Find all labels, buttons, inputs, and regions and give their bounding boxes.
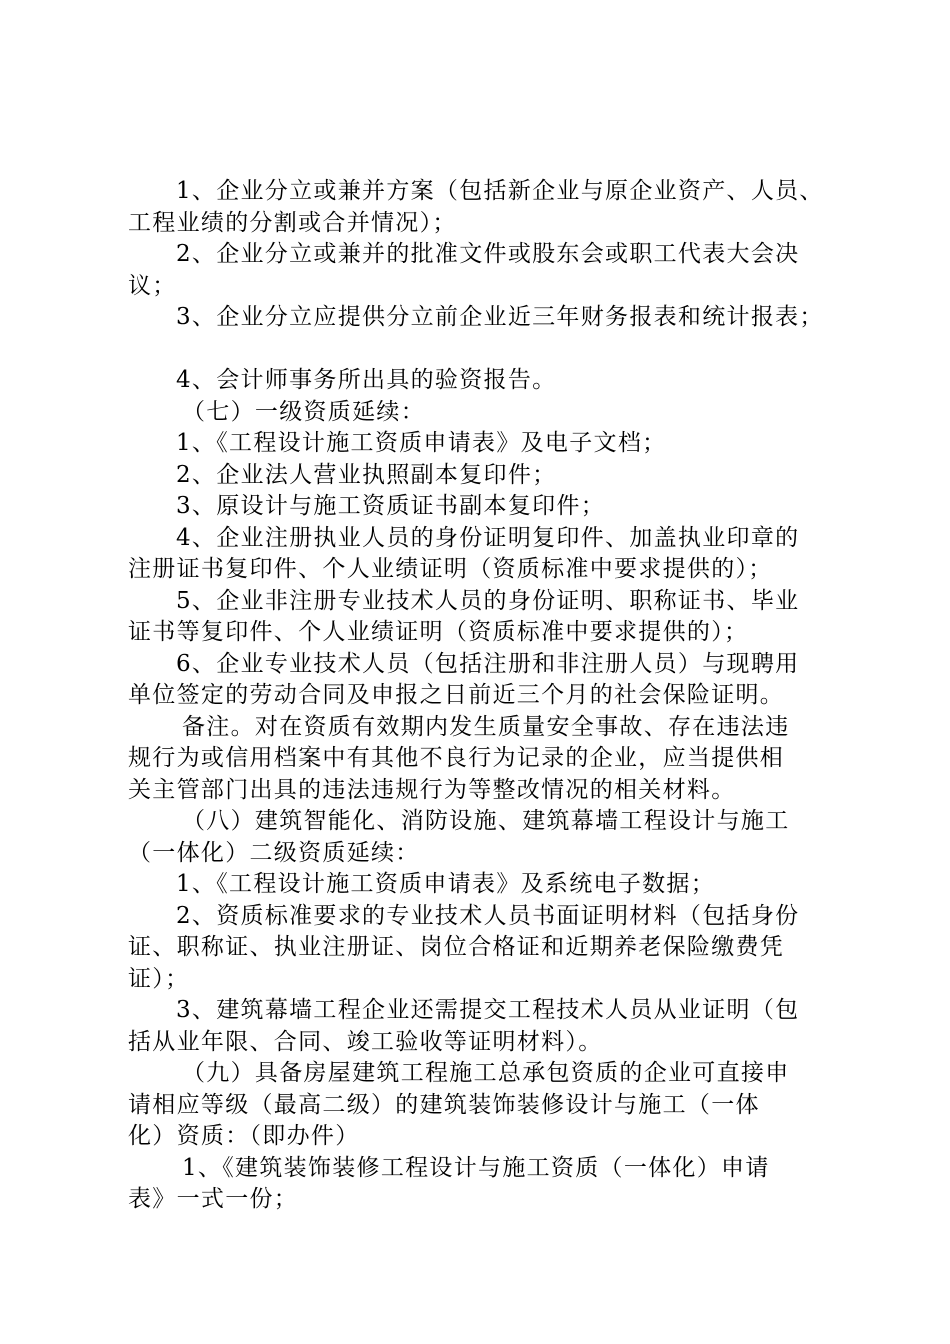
section-heading: 化）资质：（即办件）	[128, 1123, 360, 1149]
text-line: 3、原设计与施工资质证书副本复印件；	[176, 493, 606, 519]
text-line: 证）；	[128, 965, 190, 992]
blank-line	[128, 334, 850, 366]
text-line: 括从业年限、合同、竣工验收等证明材料）。	[128, 1028, 603, 1055]
section-heading: （七）一级资质延续：	[182, 398, 425, 425]
document-body	[128, 176, 850, 1216]
section-heading: 请相应等级（最高二级）的建筑装饰装修设计与施工（一体	[128, 1091, 760, 1118]
text-line: 表》一式一份；	[128, 1186, 299, 1212]
text-line: 工程业绩的分割或合并情况）；	[128, 209, 457, 236]
note-line: 规行为或信用档案中有其他不良行为记录的企业，应当提供相	[128, 745, 785, 771]
note-line: 备注。对在资质有效期内发生质量安全事故、存在违法违	[182, 713, 790, 740]
text-line: 4、会计师事务所出具的验资报告。	[176, 367, 557, 393]
text-line: 3、企业分立应提供分立前企业近三年财务报表和统计报表；	[176, 304, 824, 330]
text-line: 证、职称证、执业注册证、岗位合格证和近期养老保险缴费凭	[128, 934, 785, 960]
note-line: 关主管部门出具的违法违规行为等整改情况的相关材料。	[128, 776, 736, 803]
section-heading: （一体化）二级资质延续：	[128, 839, 420, 866]
text-line: 2、企业法人营业执照副本复印件；	[176, 461, 557, 488]
text-line: 6、企业专业技术人员（包括注册和非注册人员）与现聘用	[176, 650, 800, 677]
section-heading: （九）具备房屋建筑工程施工总承包资质的企业可直接申	[182, 1060, 790, 1086]
text-line: 单位签定的劳动合同及申报之日前近三个月的社会保险证明。	[128, 682, 785, 708]
text-line: 5、企业非注册专业技术人员的身份证明、职称证书、毕业	[176, 587, 800, 614]
text-line: 议；	[128, 272, 177, 299]
text-line: 注册证书复印件、个人业绩证明（资质标准中要求提供的）；	[128, 556, 773, 582]
text-line: 3、建筑幕墙工程企业还需提交工程技术人员从业证明（包	[176, 997, 800, 1023]
text-line: 4、企业注册执业人员的身份证明复印件、加盖执业印章的	[176, 524, 800, 551]
text-line: 1、《工程设计施工资质申请表》及电子文档；	[176, 430, 667, 456]
text-line: 1、《建筑装饰装修工程设计与施工资质（一体化）申请	[182, 1154, 770, 1181]
section-heading: （八）建筑智能化、消防设施、建筑幕墙工程设计与施工	[182, 808, 790, 834]
text-line: 2、企业分立或兼并的批准文件或股东会或职工代表大会决	[176, 241, 800, 267]
text-line: 1、企业分立或兼并方案（包括新企业与原企业资产、人员、	[176, 178, 824, 204]
text-line: 2、资质标准要求的专业技术人员书面证明材料（包括身份	[176, 902, 800, 929]
text-line: 1、《工程设计施工资质申请表》及系统电子数据；	[176, 871, 716, 897]
text-line: 证书等复印件、个人业绩证明（资质标准中要求提供的）；	[128, 619, 749, 645]
